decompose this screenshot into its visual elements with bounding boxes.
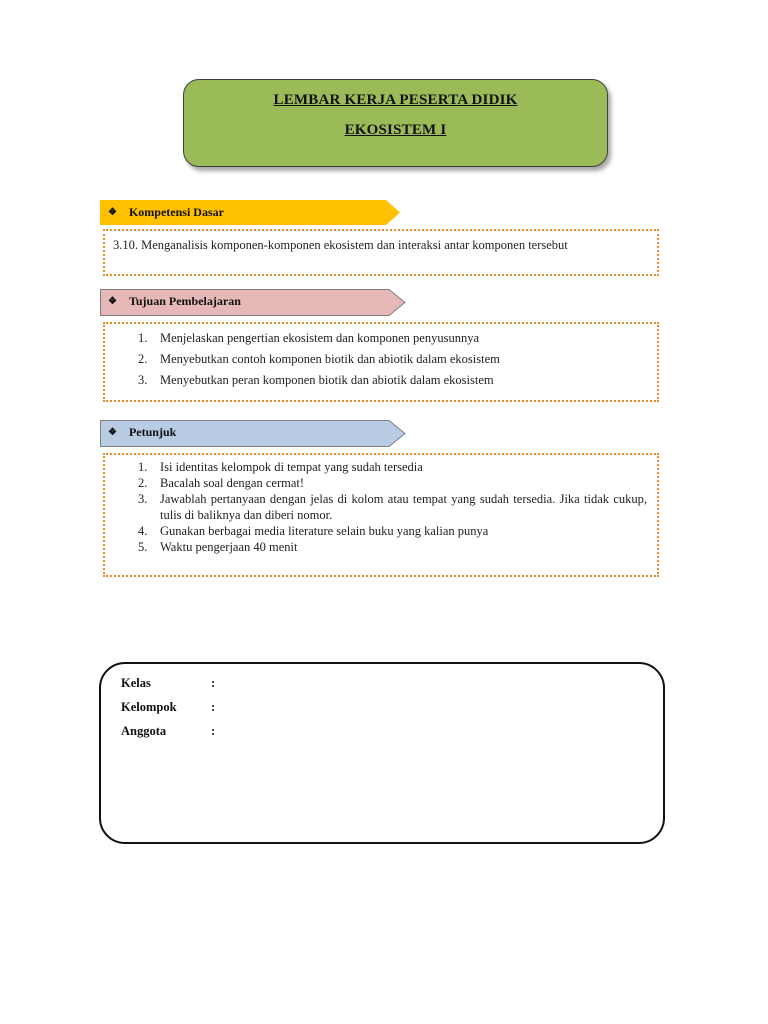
class-label: Kelas — [121, 676, 151, 690]
members-label: Anggota — [121, 724, 167, 738]
list-item: 2. Bacalah soal dengan cermat! — [138, 476, 305, 490]
group-field[interactable]: Kelompok : — [121, 700, 216, 714]
kompetensi-dasar-text: 3.10. Menganalisis komponen-komponen ekosistem dan interaksi antar komponen tersebut — [113, 238, 568, 252]
worksheet-subtitle: EKOSISTEM I — [344, 122, 447, 138]
petunjuk-box — [103, 453, 659, 577]
diamond-bullet-icon: ❖ — [108, 207, 117, 218]
worksheet-title-box — [183, 79, 608, 167]
members-field[interactable]: Anggota : — [121, 724, 216, 738]
list-item: 3. Jawablah pertanyaan dengan jelas di kolom atau tempat yang sudah tersedia. Jika tidak cukup, tulis di baliknya dan diberi nomor. — [138, 492, 647, 522]
group-label: Kelompok — [121, 700, 177, 714]
diamond-bullet-icon: ❖ — [108, 296, 117, 307]
petunjuk-header — [100, 420, 406, 445]
list-item: 5. Waktu pengerjaan 40 menit — [138, 540, 298, 554]
worksheet-title: LEMBAR KERJA PESERTA DIDIK — [273, 92, 518, 108]
tujuan-pembelajaran-header — [100, 289, 406, 314]
tujuan-pembelajaran-label: Tujuan Pembelajaran — [128, 294, 241, 308]
list-item: 3. Menyebutkan peran komponen biotik dan abiotik dalam ekosistem — [138, 373, 494, 387]
list-item: 1. Menjelaskan pengertian ekosistem dan komponen penyusunnya — [138, 331, 480, 345]
kompetensi-dasar-box — [103, 229, 659, 276]
tujuan-pembelajaran-box — [103, 322, 659, 402]
class-field[interactable]: Kelas : — [121, 676, 216, 690]
diamond-bullet-icon: ❖ — [108, 427, 117, 438]
list-item: 1. Isi identitas kelompok di tempat yang sudah tersedia — [138, 460, 423, 474]
kompetensi-dasar-header — [100, 200, 400, 225]
kompetensi-dasar-label: Kompetensi Dasar — [128, 205, 224, 219]
petunjuk-label: Petunjuk — [128, 425, 177, 439]
identity-box — [99, 662, 665, 844]
list-item: 4. Gunakan berbagai media literature selain buku yang kalian punya — [138, 524, 489, 538]
list-item: 2. Menyebutkan contoh komponen biotik dan abiotik dalam ekosistem — [138, 352, 500, 366]
